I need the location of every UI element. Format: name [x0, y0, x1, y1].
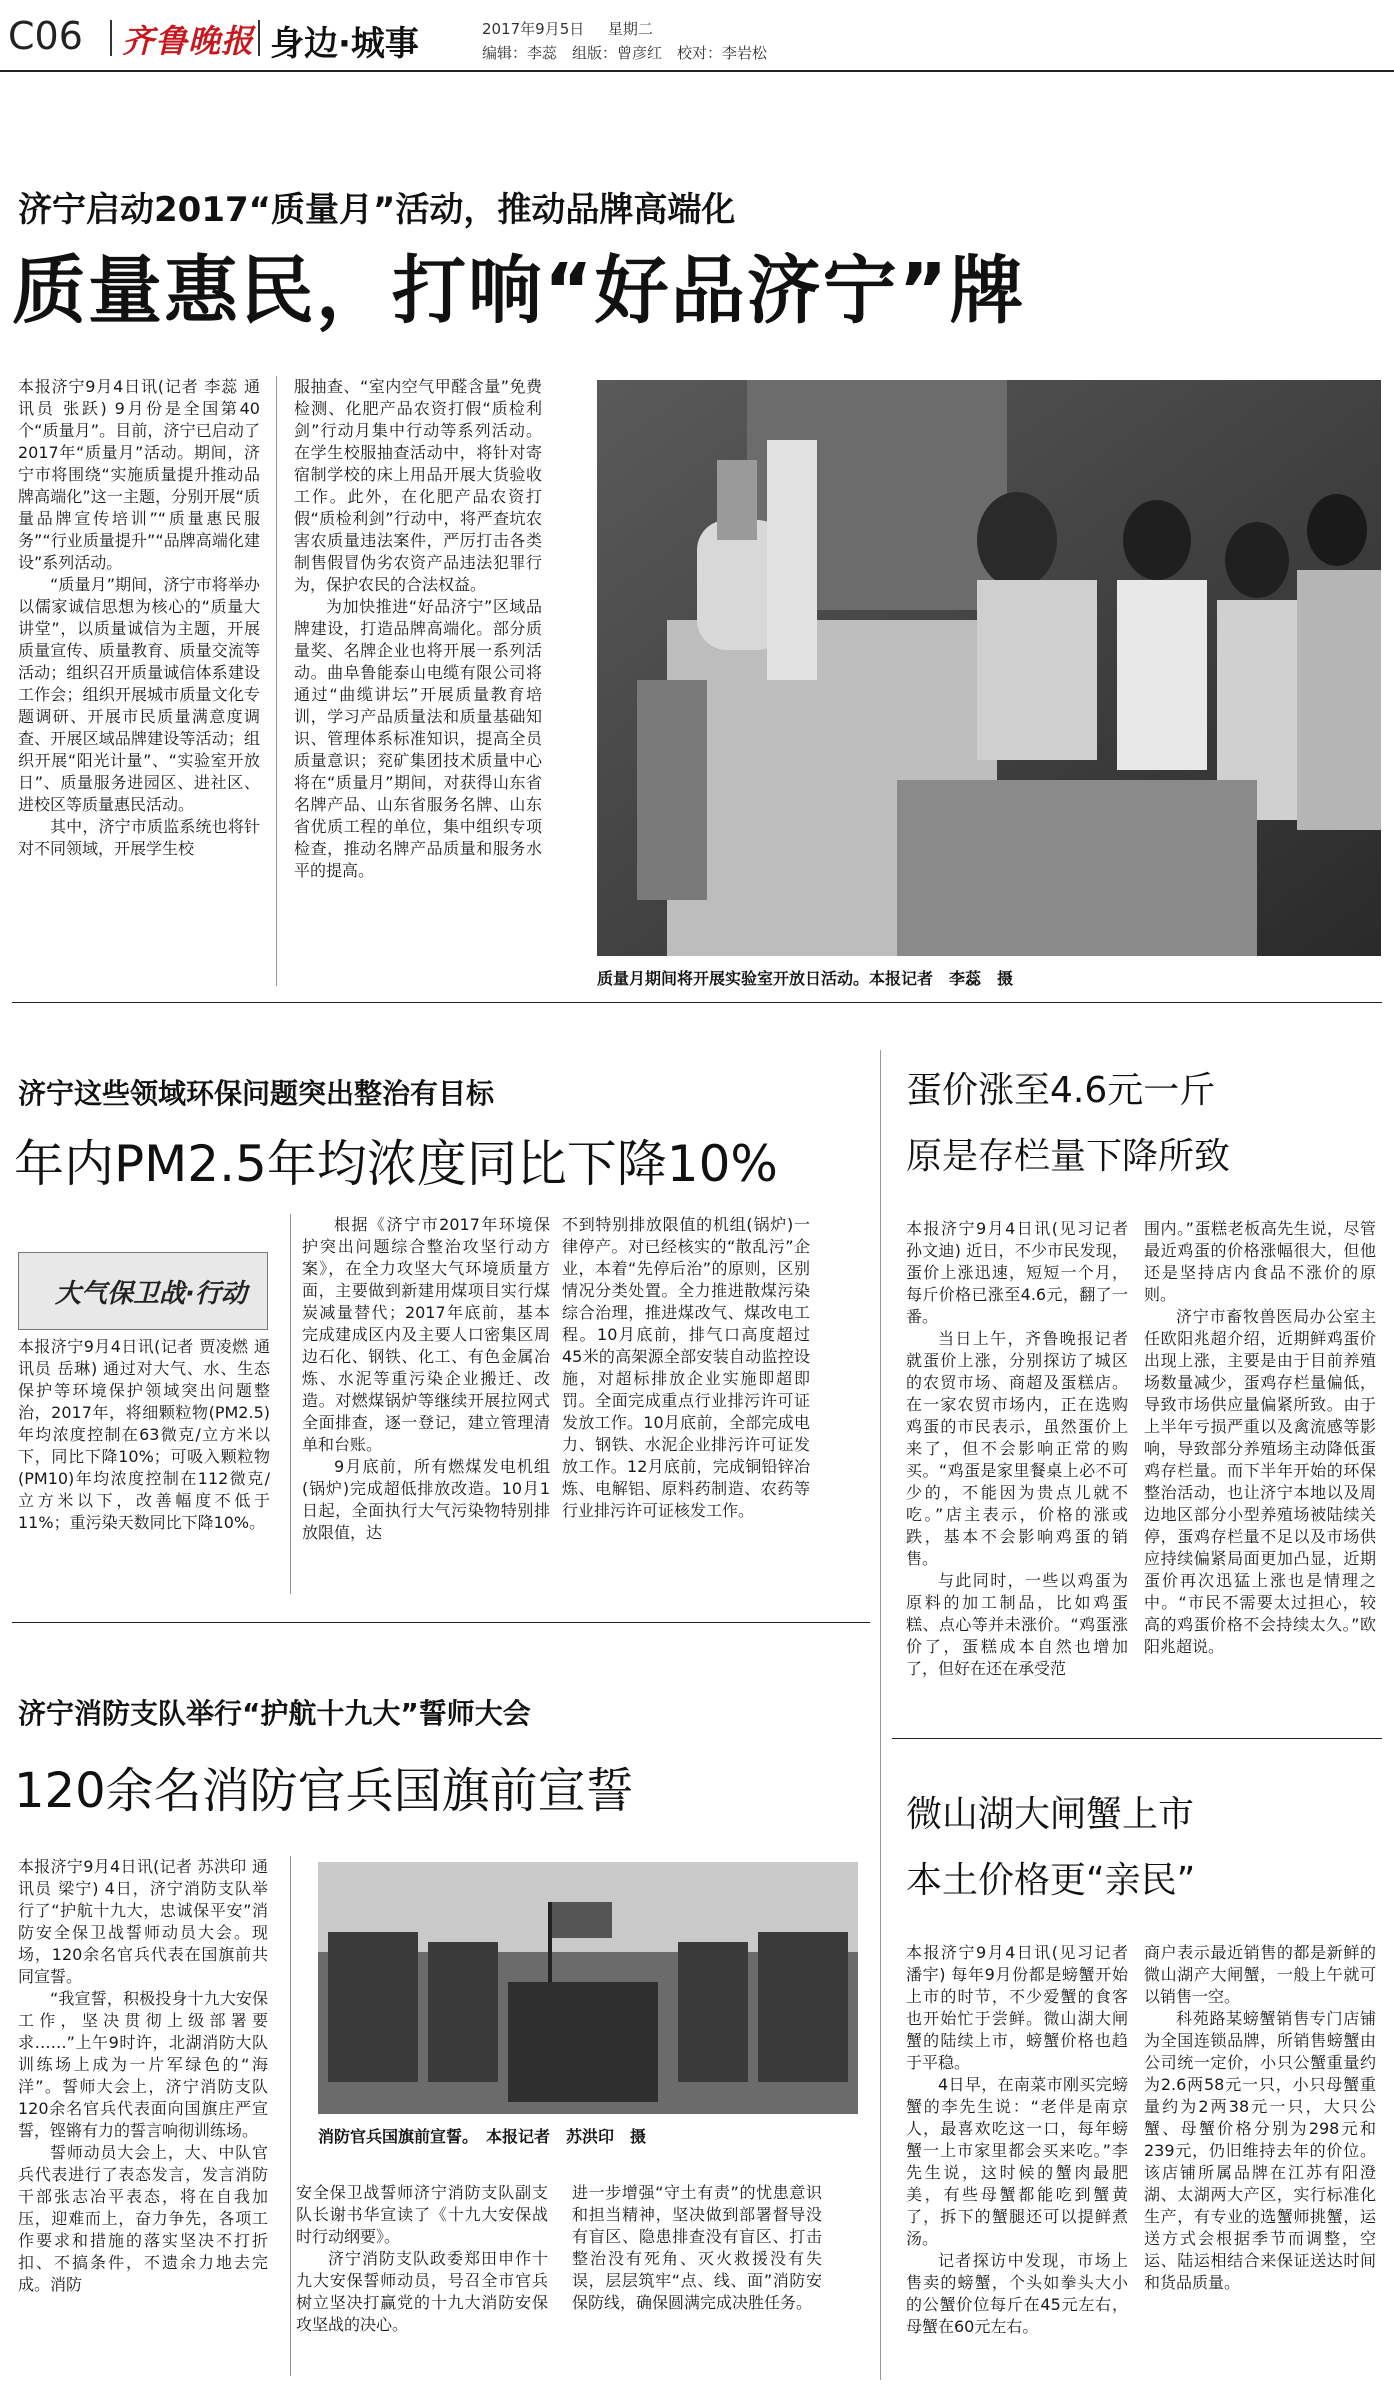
column-rule: [276, 376, 277, 986]
page-number: C06: [8, 14, 83, 58]
story1-c1-p3: 其中，济宁市质监系统也将针对不同领域，开展学生校: [18, 817, 260, 858]
story4-c1-p3: 誓师动员大会上，大、中队官兵代表进行了表态发言，发言消防干部张志冶平表态，将在自我加压，迎难而上，奋力争先，各项工作要求和措施的落实坚决不打折扣、不搞条件，不遗余力地去完成。消防: [18, 2143, 268, 2294]
fire-oath-photo: [318, 1862, 858, 2114]
story3-column-2: [1144, 1218, 1376, 1656]
story1-c2-p1: 服抽查、“室内空气甲醛含量”免费检测、化肥产品农资打假“质检利剑”行动月集中行动等系列活动。在学生校服抽查活动中，将针对寄宿制学校的床上用品开展大货验收工作。此外，在化肥产品农资打假“质检利剑”行动中，将严查坑农害农质量违法案件，严厉打击各类制售假冒伪劣农资产品违法犯罪行为，保护农民的合法权益。: [294, 377, 542, 594]
section-rule: [892, 1738, 1382, 1739]
story5-c1-p2: 4日早，在南菜市刚买完螃蟹的李先生说：“老伴是南京人，最喜欢吃这一口，每年螃蟹一上市家里都会买来吃。”李先生说，这时候的蟹肉最肥美，有些母蟹都能吃到蟹黄了，拆下的蟹腿还可以提鲜煮汤。: [906, 2075, 1128, 2248]
story1-kicker: 济宁启动2017“质量月”活动，推动品牌高端化: [18, 190, 736, 230]
story4-column-2: [296, 2182, 548, 2376]
story1-c1-p1: 本报济宁9月4日讯(记者 李蕊 通讯员 张跃) 9月份是全国第40个“质量月”。目前，济宁已启动了2017年“质量月”活动。期间，济宁市将围绕“实施质量提升推动品牌高端化”这一主题，分别开展“质量品牌宣传培训”“质量惠民服务”“行业质量提升”“品牌高端化建设”系列活动。: [18, 377, 260, 572]
story2-c3-p1: 不到特别排放限值的机组(锅炉)一律停产。对已经核实的“散乱污”企业，本着“先停后治”的原则，区别情况分类处置。全力推进散煤污染综合治理，推进煤改气、煤改电工程。10月底前，排气口高度超过45米的高架源全部安装自动监控设施，对超标排放企业实施即超即罚。全面完成重点行业排污许可证发放工作。10月底前，全部完成电力、钢铁、水泥企业排污许可证发放工作。12月底前，完成铜铅锌冶炼、电解铝、原料药制造、农药等行业排污许可证核发工作。: [562, 1215, 810, 1520]
column-rule: [880, 1050, 881, 2380]
section-rule: [12, 1002, 1382, 1003]
story2-column-2: [302, 1214, 550, 1594]
story5-headline-1: 微山湖大闸蟹上市: [906, 1794, 1195, 1835]
story3-c1-p3: 与此同时，一些以鸡蛋为原料的加工制品，比如鸡蛋糕、点心等并未涨价。“鸡蛋涨价了，蛋糕成本自然也增加了，但好在还在承受范: [906, 1571, 1128, 1678]
issue-date: [482, 18, 653, 39]
staff-credits: 编辑：李蕊 组版：曾彦红 校对：李岩松: [482, 44, 768, 62]
story4-kicker: 济宁消防支队举行“护航十九大”誓师大会: [18, 1697, 531, 1730]
story3-c1-p2: 当日上午，齐鲁晚报记者就蛋价上涨，分别探访了城区的农贸市场、商超及蛋糕店。在一家农贸市场内，正在选购鸡蛋的市民表示，虽然蛋价上来了，但不会影响正常的购买。“鸡蛋是家里餐桌上必不可少的，不能因为贵点儿就不吃。”店主表示，价格的涨或跌，基本不会影响鸡蛋的销售。: [906, 1329, 1128, 1568]
fire-oath-illustration: [318, 1862, 858, 2114]
story4-column-3: [572, 2182, 822, 2376]
story2-headline: 年内PM2.5年均浓度同比下降10%: [14, 1135, 778, 1193]
story5-column-1: [906, 1942, 1128, 2376]
story5-c1-p1: 本报济宁9月4日讯(见习记者 潘宇) 每年9月份都是螃蟹开始上市的时节，不少爱蟹的食客也开始忙于尝鲜。微山湖大闸蟹的陆续上市，螃蟹价格也趋于平稳。: [906, 1943, 1128, 2072]
story5-c2-p2: 科苑路某螃蟹销售专门店铺为全国连锁品牌，所销售螃蟹由公司统一定价，小只公蟹重量约为2.6两58元一只，小只母蟹重量约为2两38元一只，大只公蟹、母蟹价格分别为298元和239元，仍旧维持去年的价位。该店铺所属品牌在江苏有阳澄湖、太湖两大产区，实行标准化生产，有专业的选蟹师挑蟹，运送方式会根据季节而调整，空运、陆运相结合来保证送达时间和货品质量。: [1144, 2009, 1376, 2292]
story4-photo-caption: 消防官兵国旗前宣誓。 本报记者 苏洪印 摄: [318, 2127, 647, 2146]
date: 2017年9月5日: [482, 20, 585, 38]
lab-open-day-photo: [597, 380, 1381, 956]
story1-column-1: [18, 376, 260, 986]
story3-c2-p2: 济宁市畜牧兽医局办公室主任欧阳兆超介绍，近期鲜鸡蛋价出现上涨，主要是由于目前养殖场数量减少，蛋鸡存栏量偏低，导致市场供应量偏紧所致。由于上半年亏损严重以及禽流感等影响，导致部分养殖场主动降低蛋鸡存栏量。而下半年开始的环保整治活动，也让济宁本地以及周边地区部分小型养殖场被陆续关停，蛋鸡存栏量不足以及市场供应持续偏紧局面更加凸显，近期蛋价再次迅猛上涨也是情理之中。“市民不需要太过担心，较高的鸡蛋价格不会持续太久。”欧阳兆超说。: [1144, 1307, 1376, 1656]
story2-column-1: [18, 1336, 270, 1596]
section-rule: [12, 1622, 870, 1623]
story2-c2-p1: 根据《济宁市2017年环境保护突出问题综合整治攻坚行动方案》，在全力攻坚大气环境质量方面，主要做到新建用煤项目实行煤炭减量替代；2017年底前，基本完成建成区内及主要人口密集区周边石化、钢铁、化工、有色金属冶炼、水泥等重污染企业搬迁、改造。对燃煤锅炉等继续开展拉网式全面排查，逐一登记，建立管理清单和台账。: [302, 1215, 550, 1454]
story4-column-1: [18, 1856, 268, 2376]
column-rule: [290, 1856, 291, 2376]
weekday: 星期二: [607, 20, 653, 38]
story1-photo-caption: 质量月期间将开展实验室开放日活动。本报记者 李蕊 摄: [597, 969, 1014, 988]
story4-c1-p2: “我宣誓，积极投身十九大安保工作，坚决贯彻上级部署要求……”上午9时许，北湖消防大队训练场上成为一片军绿色的“海洋”。誓师大会上，济宁消防支队120余名官兵代表面向国旗庄严宣誓，铿锵有力的誓言响彻训练场。: [18, 1989, 268, 2140]
story4-c3-p1: 进一步增强“守土有责”的忧患意识和担当精神，坚决做到部署督导没有盲区、隐患排查没有盲区、打击整治没有死角、灭火救援没有失误，层层筑牢“点、线、面”消防安保防线，确保圆满完成决胜任务。: [572, 2183, 822, 2312]
masthead-divider: [110, 20, 112, 56]
story5-column-2: [1144, 1942, 1376, 2376]
story4-c2-p1: 安全保卫战誓师济宁消防支队副支队长谢书华宣读了《十九大安保战时行动纲要》。: [296, 2183, 548, 2246]
story1-c2-p2: 为加快推进“好品济宁”区域品牌建设，打造品牌高端化。部分质量奖、名牌企业也将开展一系列活动。曲阜鲁能泰山电缆有限公司将通过“曲缆讲坛”开展质量教育培训，学习产品质量法和质量基础知识、管理体系标准知识，提高全员质量意识；兖矿集团技术质量中心将在“质量月”期间，对获得山东省名牌产品、山东省服务名牌、山东省优质工程的单位，集中组织专项检查，推动名牌产品质量和服务水平的提高。: [294, 597, 542, 880]
story2-kicker: 济宁这些领域环保问题突出整治有目标: [18, 1077, 495, 1110]
story3-column-1: [906, 1218, 1128, 1678]
story1-c1-p2: “质量月”期间，济宁市将举办以儒家诚信思想为核心的“质量大讲堂”，以质量诚信为主题，开展质量宣传、质量教育、质量交流等活动；组织召开质量诚信体系建设工作会；组织开展城市质量文化专题调研、开展市民质量满意度调查、开展区域品牌建设等活动；组织开展“阳光计量”、“实验室开放日”、质量服务进园区、进社区、进校区等质量惠民活动。: [18, 575, 260, 814]
air-defense-logo-text: 大气保卫战·行动: [55, 1279, 247, 1309]
lab-scene-illustration: [597, 380, 1381, 956]
masthead-rule: [0, 70, 1394, 72]
story3-headline-1: 蛋价涨至4.6元一斤: [906, 1070, 1216, 1111]
story2-c1-p1: 本报济宁9月4日讯(记者 贾凌燃 通讯员 岳琳) 通过对大气、水、生态保护等环境保护领域突出问题整治，2017年，将细颗粒物(PM2.5)年均浓度控制在63微克/立方米以下，同比下降10%；可吸入颗粒物(PM10)年均浓度控制在112微克/立方米以下，改善幅度不低于11%；重污染天数同比下降10%。: [18, 1337, 270, 1532]
newspaper-logo: 齐鲁晚报: [122, 22, 255, 60]
column-rule: [290, 1214, 291, 1594]
story4-c1-p1: 本报济宁9月4日讯(记者 苏洪印 通讯员 梁宁) 4日，济宁消防支队举行了“护航十九大，忠诚保平安”消防安全保卫战誓师动员大会。现场，120余名官兵代表在国旗前共同宣誓。: [18, 1857, 268, 1986]
story4-c2-p2: 济宁消防支队政委郑田申作十九大安保誓师动员，号召全市官兵树立坚决打赢党的十九大消防安保攻坚战的决心。: [296, 2249, 548, 2334]
story4-headline: 120余名消防官兵国旗前宣誓: [14, 1763, 634, 1819]
masthead: [0, 0, 1394, 70]
masthead-divider-2: [258, 20, 260, 56]
air-defense-logo: [18, 1252, 268, 1330]
story3-c1-p1: 本报济宁9月4日讯(见习记者 孙文迪) 近日，不少市民发现，蛋价上涨迅速，短短一个月，每斤价格已涨至4.6元，翻了一番。: [906, 1219, 1128, 1326]
story1-headline: 质量惠民，打响“好品济宁”牌: [12, 248, 1026, 334]
story3-c2-p1: 围内。”蛋糕老板高先生说，尽管最近鸡蛋的价格涨幅很大，但他还是坚持店内食品不涨价的原则。: [1144, 1219, 1376, 1304]
story5-c2-p1: 商户表示最近销售的都是新鲜的微山湖产大闸蟹，一般上午就可以销售一空。: [1144, 1943, 1376, 2006]
story2-c2-p2: 9月底前，所有燃煤发电机组(锅炉)完成超低排放改造。10月1日起，全面执行大气污染物特别排放限值，达: [302, 1457, 550, 1542]
story5-c1-p3: 记者探访中发现，市场上售卖的螃蟹，个头如拳头大小的公蟹价位每斤在45元左右，母蟹在60元左右。: [906, 2251, 1128, 2336]
story2-column-3: [562, 1214, 810, 1594]
story5-headline-2: 本土价格更“亲民”: [906, 1860, 1196, 1901]
story3-headline-2: 原是存栏量下降所致: [906, 1136, 1231, 1177]
story1-column-2: [294, 376, 542, 986]
section-title: 身边·城事: [270, 24, 419, 64]
